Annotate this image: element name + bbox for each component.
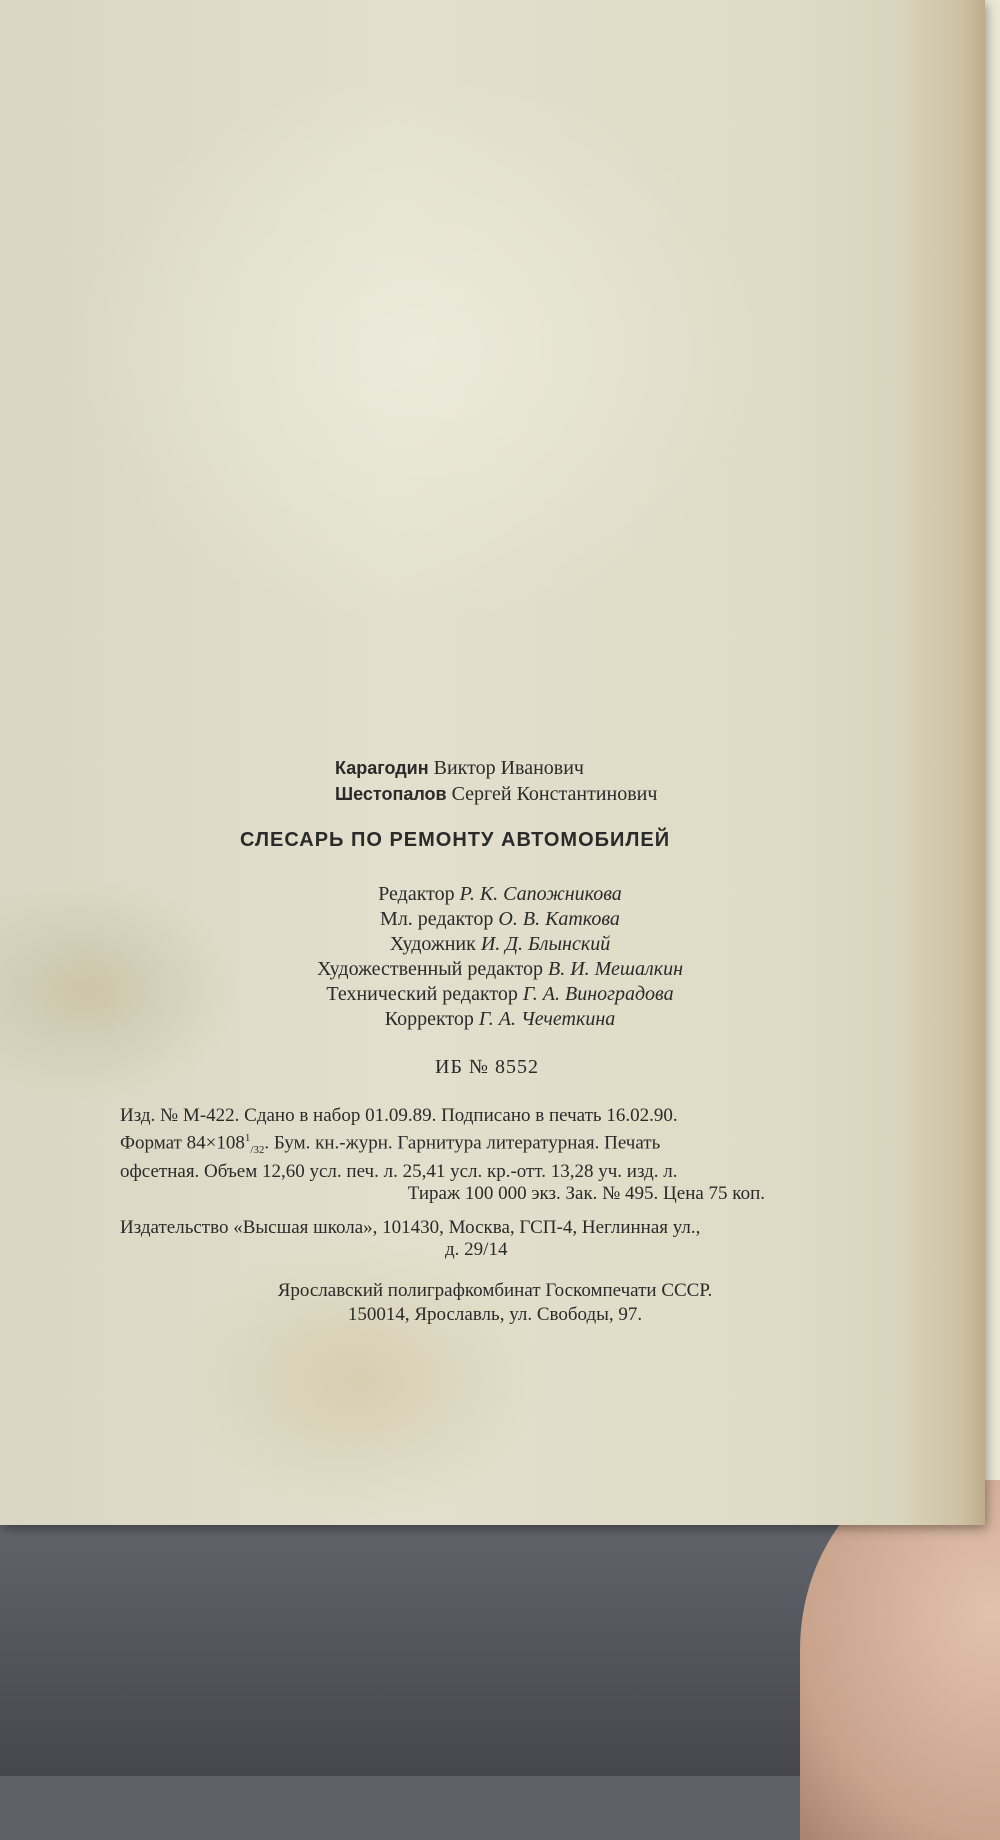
printer-line-2: 150014, Ярославль, ул. Свободы, 97. <box>347 1304 643 1326</box>
credit-line: Корректор Г. А. Чечеткина <box>384 1008 616 1030</box>
credit-line: Мл. редактор О. В. Каткова <box>380 908 620 930</box>
book-title: СЛЕСАРЬ ПО РЕМОНТУ АВТОМОБИЛЕЙ <box>240 829 671 851</box>
author-surname: Шестопалов <box>335 784 447 804</box>
details-line-4: Тираж 100 000 экз. Зак. № 495. Цена 75 коп. <box>407 1183 765 1205</box>
print-details <box>120 1105 880 1205</box>
author-name: Виктор Иванович <box>433 757 584 779</box>
details-line-1: Изд. № М-422. Сдано в набор 01.09.89. Подписано в печать 16.02.90. <box>120 1105 678 1126</box>
credits <box>180 882 820 1032</box>
author-2 <box>335 781 910 807</box>
imprint-block <box>120 755 910 1327</box>
credit-line: Технический редактор Г. А. Виноградова <box>326 983 674 1005</box>
details-line-3: офсетная. Объем 12,60 усл. печ. л. 25,41 усл. кр.-отт. 13,28 уч. изд. л. <box>120 1161 678 1183</box>
publisher-line-1: Издательство «Высшая школа», 101430, Москва, ГСП-4, Неглинная ул., <box>120 1217 701 1239</box>
author-name: Сергей Константинович <box>451 783 658 805</box>
details-line-2: Формат $84\times 108^1_{/32}$. Бум. кн.-журн. Гарнитура литературная. Печать <box>120 1132 661 1157</box>
publisher <box>120 1217 880 1261</box>
printer <box>200 1279 790 1327</box>
page-edge-shadow <box>900 0 985 1525</box>
credit-line: Редактор Р. К. Сапожникова <box>378 883 622 905</box>
credit-line: Художественный редактор В. И. Мешалкин <box>316 958 683 980</box>
publisher-line-2: д. 29/14 <box>445 1239 508 1261</box>
authors <box>335 755 910 807</box>
printer-line-1: Ярославский полиграфкомбинат Госкомпечати СССР. <box>277 1280 713 1302</box>
author-1 <box>335 755 910 781</box>
author-surname: Карагодин <box>335 758 429 778</box>
credit-line: Художник И. Д. Блынский <box>389 933 611 955</box>
ib-number: ИБ № 8552 <box>435 1056 540 1078</box>
